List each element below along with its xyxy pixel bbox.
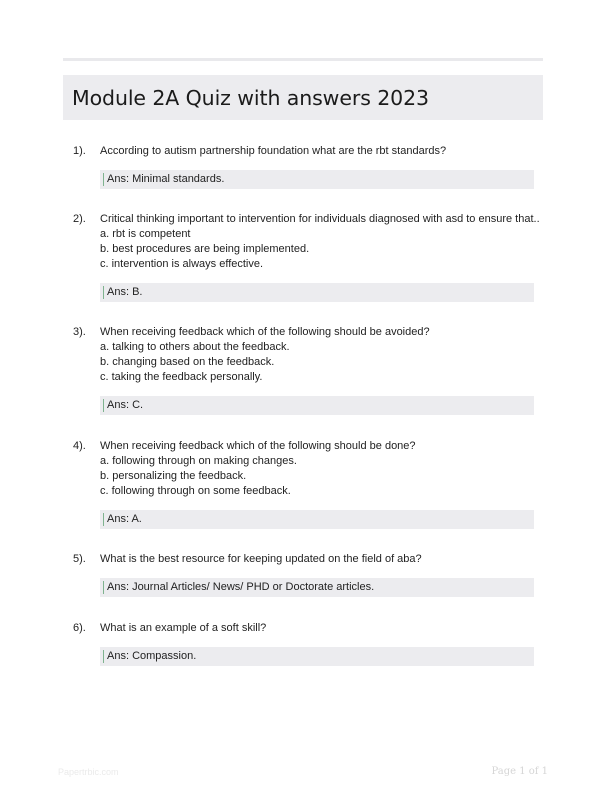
question-body xyxy=(100,212,540,272)
question-text: When receiving feedback which of the following should be done? xyxy=(100,440,416,452)
option-a: a. rbt is competent xyxy=(100,228,191,240)
page-title: Module 2A Quiz with answers 2023 xyxy=(72,85,429,110)
question-body xyxy=(100,439,540,499)
question-number: 6). xyxy=(73,622,86,634)
option-c: c. following through on some feedback. xyxy=(100,485,291,497)
option-c: c. taking the feedback personally. xyxy=(100,371,263,383)
question-number: 5). xyxy=(73,553,86,565)
question-text: When receiving feedback which of the following should be avoided? xyxy=(100,326,430,338)
answer-box: Ans: Journal Articles/ News/ PHD or Doctorate articles. xyxy=(100,578,534,597)
title-banner xyxy=(63,75,543,120)
question-text: Critical thinking important to intervention for individuals diagnosed with asd to ensure that.. xyxy=(100,213,540,225)
question-number: 4). xyxy=(73,440,86,452)
top-divider xyxy=(63,58,543,61)
answer-box: Ans: C. xyxy=(100,396,534,415)
option-b: b. changing based on the feedback. xyxy=(100,356,275,368)
footer-watermark: Papertrbic.com xyxy=(58,767,119,777)
question-body xyxy=(100,621,540,636)
question-number: 3). xyxy=(73,326,86,338)
answer-box: Ans: Compassion. xyxy=(100,647,534,666)
question-body xyxy=(100,144,540,159)
option-a: a. talking to others about the feedback. xyxy=(100,341,290,353)
question-body xyxy=(100,552,540,567)
question-text: What is the best resource for keeping updated on the field of aba? xyxy=(100,553,422,565)
option-b: b. personalizing the feedback. xyxy=(100,470,247,482)
question-text: What is an example of a soft skill? xyxy=(100,622,267,634)
answer-box: Ans: A. xyxy=(100,510,534,529)
question-text: According to autism partnership foundation what are the rbt standards? xyxy=(100,145,447,157)
option-b: b. best procedures are being implemented. xyxy=(100,243,310,255)
option-c: c. intervention is always effective. xyxy=(100,258,264,270)
answer-box: Ans: Minimal standards. xyxy=(100,170,534,189)
answer-box: Ans: B. xyxy=(100,283,534,302)
question-number: 1). xyxy=(73,145,86,157)
question-body xyxy=(100,325,540,385)
option-a: a. following through on making changes. xyxy=(100,455,297,467)
page-indicator: Page 1 of 1 xyxy=(491,766,548,777)
question-number: 2). xyxy=(73,213,86,225)
